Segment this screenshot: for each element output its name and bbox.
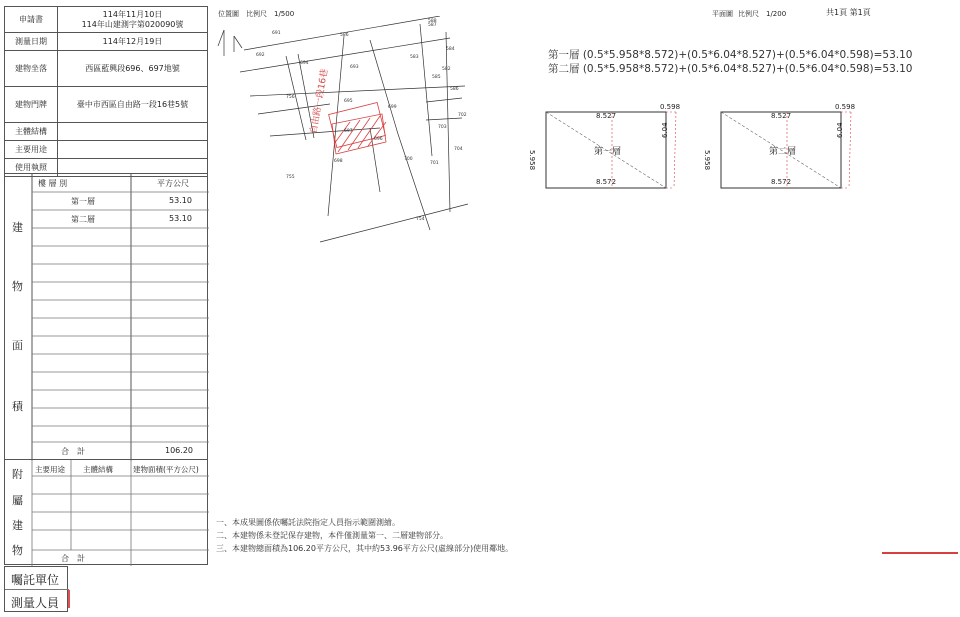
attached-side-char: 附: [12, 468, 23, 481]
info-label: 主要用途: [5, 141, 58, 159]
svg-text:583: 583: [410, 55, 419, 60]
svg-text:754: 754: [416, 217, 425, 222]
area-side-char: 積: [12, 400, 23, 413]
info-value: 114年11月10日: [102, 9, 163, 19]
svg-text:588: 588: [428, 19, 437, 24]
col-area-header: 平方公尺: [157, 179, 189, 188]
road-label: 自由路一段16巷: [309, 68, 331, 135]
info-label: 使用執照: [5, 159, 58, 177]
col-floor-header: 樓 層 別: [38, 179, 68, 188]
plan-bottom-dim: 8.572: [771, 178, 792, 186]
svg-text:700: 700: [404, 157, 413, 162]
location-map-title: 位置圖: [218, 10, 239, 18]
plan-floor-name: 第二層: [769, 147, 797, 157]
info-label: 建物門牌: [5, 87, 58, 123]
attached-header: 主體結構: [83, 465, 113, 474]
note-line: 三、本建物總面積為106.20平方公尺，其中約53.96平方公尺(虛線部分)使用鄰地。: [216, 544, 514, 553]
attached-total-label: 合 計: [61, 554, 85, 563]
total-value: 106.20: [165, 446, 193, 455]
svg-text:586: 586: [340, 33, 349, 38]
area-side-char: 建: [12, 221, 23, 234]
svg-text:755: 755: [286, 175, 295, 180]
area-table: [4, 173, 208, 460]
area-side-char: 物: [12, 280, 23, 293]
info-label: 建物坐落: [5, 51, 58, 87]
plan-floor-name: 第一層: [594, 147, 622, 157]
location-map-scale: 比例尺 1/500: [246, 10, 295, 18]
surveyor-label: 測量人員: [11, 596, 60, 610]
plan-left-dim: 5.958: [528, 150, 536, 171]
svg-text:694: 694: [300, 61, 309, 66]
note-line: 二、本建物係未登記保存建物，本件僅測量第一、二層建物部分。: [216, 531, 448, 540]
plan-corner-dim: 0.598: [835, 103, 856, 111]
svg-text:699: 699: [388, 105, 397, 110]
info-value: [58, 141, 208, 159]
svg-text:691: 691: [272, 31, 281, 36]
info-label: 申請書: [5, 7, 58, 33]
floor-plan-scale: 比例尺 1/200: [738, 10, 787, 18]
attached-table: [4, 459, 208, 565]
floor-name: 第一層: [71, 197, 95, 206]
location-map: [210, 16, 480, 248]
svg-text:584: 584: [446, 47, 455, 52]
svg-text:698: 698: [334, 159, 343, 164]
svg-text:696: 696: [374, 137, 383, 142]
info-label: 測量日期: [5, 33, 58, 51]
signature-mark: [68, 590, 70, 608]
floor-plan-2: [703, 100, 863, 195]
info-value: 西區藍興段696、697地號: [58, 51, 208, 87]
info-value: 114年12月19日: [58, 33, 208, 51]
info-value: 臺中市西區自由路一段16巷5號: [58, 87, 208, 123]
entrust-label: 囑託單位: [11, 573, 60, 587]
info-table: [4, 6, 208, 177]
plan-bottom-dim: 8.572: [596, 178, 617, 186]
attached-side-char: 建: [12, 519, 23, 532]
attached-side-char: 物: [12, 544, 23, 557]
floor-name: 第二層: [71, 215, 95, 224]
info-value: 114年山建測字第020090號: [81, 19, 184, 29]
note-line: 一、本成果圖係依囑託法院指定人員指示範圍測繪。: [216, 518, 400, 527]
svg-text:587: 587: [428, 23, 437, 28]
plan-right-dim: 6.04: [836, 122, 844, 138]
attached-header: 主要用途: [35, 465, 65, 474]
plan-top-dim: 8.527: [771, 112, 792, 120]
svg-text:703: 703: [438, 125, 447, 130]
attached-header: 建物面積(平方公尺): [133, 465, 199, 474]
info-label: 主體結構: [5, 123, 58, 141]
svg-text:582: 582: [442, 67, 451, 72]
info-value: [58, 123, 208, 141]
plan-top-dim: 8.527: [596, 112, 617, 120]
plan-right-dim: 6.04: [661, 122, 669, 138]
footer-box: [4, 566, 68, 612]
total-label: 合 計: [61, 447, 85, 456]
svg-text:756: 756: [286, 95, 295, 100]
svg-text:585: 585: [432, 75, 441, 80]
area-formula: 第二層 (0.5*5.958*8.572)+(0.5*6.04*8.527)+(0.5*6.04*0.598)=53.10: [548, 63, 913, 75]
svg-text:695: 695: [344, 99, 353, 104]
svg-text:586: 586: [450, 87, 459, 92]
svg-text:702: 702: [458, 113, 467, 118]
floor-area: 53.10: [169, 196, 192, 205]
floor-plan-title: 平面圖: [712, 10, 733, 18]
area-formula: 第一層 (0.5*5.958*8.572)+(0.5*6.04*8.527)+(0.5*6.04*0.598)=53.10: [548, 49, 913, 61]
attached-side-char: 屬: [12, 494, 23, 507]
area-side-char: 面: [12, 339, 23, 352]
svg-text:692: 692: [256, 53, 265, 58]
signature-line: [882, 552, 958, 554]
svg-text:693: 693: [350, 65, 359, 70]
svg-text:697: 697: [344, 129, 353, 134]
plan-left-dim: 5.958: [703, 150, 711, 171]
floor-area: 53.10: [169, 214, 192, 223]
svg-text:704: 704: [454, 147, 463, 152]
svg-text:701: 701: [430, 161, 439, 166]
plan-corner-dim: 0.598: [660, 103, 681, 111]
floor-plan-1: [528, 100, 688, 195]
page-number: 共1頁 第1頁: [826, 8, 871, 17]
attached-table-lines: [5, 460, 209, 566]
